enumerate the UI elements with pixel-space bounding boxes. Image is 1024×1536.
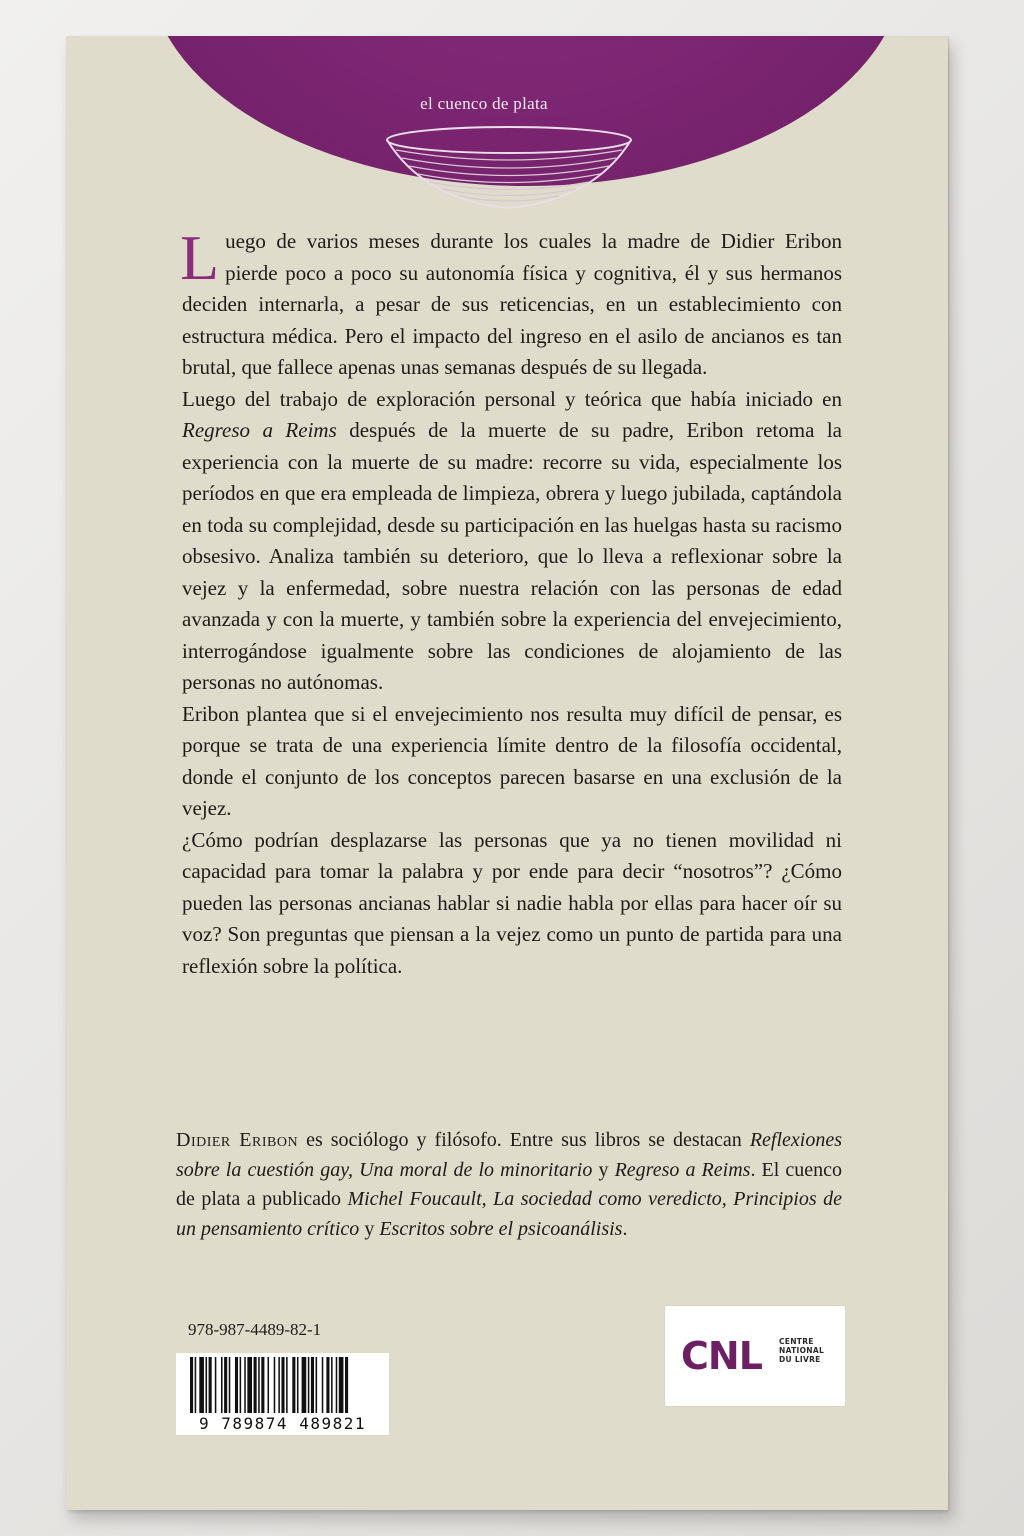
bio-text-4: y xyxy=(359,1217,380,1240)
cnl-logo-text: CENTRE NATIONAL DU LIVRE xyxy=(779,1337,825,1364)
silver-bowl-icon xyxy=(384,122,634,222)
cnl-logo: CNL xyxy=(681,1334,762,1378)
blurb-paragraph-1-text: uego de varios meses durante los cuales la madre de Didier Eribon pierde poco a poco su autonomía física y cognitiva, él y sus hermanos deciden internarla, a pesar de sus reticencias, en un establecimiento con estructura médica. Pero el impacto del ingreso en el asilo de ancianos es tan brutal, que fallece apenas unas semanas después de su llegada. xyxy=(182,229,842,379)
bio-books-1: Reflexiones sobre la cuestión gay, Una moral de lo minoritario xyxy=(176,1129,842,1181)
barcode-digits: 9 789874 489821 xyxy=(199,1414,366,1433)
blurb-paragraph-2-text-a: Luego del trabajo de exploración personal y teórica que había iniciado en xyxy=(182,386,842,411)
book-title-regreso: Regreso a Reims xyxy=(182,418,337,442)
blurb-paragraph-2-text-b: después de la muerte de su padre, Eribon retoma la experiencia con la muerte de su madre: recorre su vida, especialmente los períodos en que era empleada de limpieza, obrera y luego jubilada, captándola en toda su complejidad, desde su participación en las huelgas hasta su racismo obsesivo. Analiza también su deterioro, que lo lleva a reflexionar sobre la vejez y la enfermedad, sobre nuestra relación con las personas de edad avanzada y con la muerte, y también sobre la experiencia del envejecimiento, interrogándose igualmente sobre las condiciones de alojamiento de las personas no autónomas. xyxy=(182,418,843,694)
blurb-paragraph-3: Eribon plantea que si el envejecimiento nos resulta muy difícil de pensar, es porque se trata de una experiencia límite dentro de la filosofía occidental, donde el conjunto de los conceptos parecen basarse en una exclusión de la vejez. xyxy=(182,701,842,820)
publisher-name: el cuenco de plata xyxy=(420,94,548,113)
bio-text-1: es sociólogo y filósofo. Entre sus libros se destacan xyxy=(298,1129,750,1151)
publisher-banner xyxy=(66,36,902,236)
blurb-text xyxy=(180,222,843,982)
cnl-logo-box xyxy=(664,1305,846,1407)
barcode xyxy=(176,1353,389,1435)
bio-books-2: Regreso a Reims xyxy=(614,1158,751,1181)
bio-books-4: Escritos sobre el psicoanálisis xyxy=(379,1217,623,1240)
bio-text-3: . El cuenco de plata a publicado xyxy=(176,1158,843,1210)
barcode-bars xyxy=(176,1353,389,1415)
drop-cap: L xyxy=(180,222,220,293)
author-name: Didier Eribon xyxy=(176,1129,299,1151)
author-bio xyxy=(176,1126,842,1244)
bio-text-2: y xyxy=(592,1158,615,1181)
bio-text-5: . xyxy=(622,1217,628,1240)
blurb-paragraph-1 xyxy=(180,222,842,384)
bio-books-3: Michel Foucault, La sociedad como veredicto, Principios de un pensamiento crítico xyxy=(176,1188,842,1240)
isbn-number: 978-987-4489-82-1 xyxy=(188,1320,322,1339)
blurb-paragraph-2 xyxy=(182,384,842,699)
blurb-paragraph-4: ¿Cómo podrían desplazarse las personas que ya no tienen movilidad ni capacidad para tomar la palabra y por ende para decir “nosotros”? ¿Cómo pueden las personas ancianas hablar si nadie habla por ellas para hacer oír su voz? Son preguntas que piensan a la vejez como un punto de partida para una reflexión sobre la política. xyxy=(182,827,842,978)
